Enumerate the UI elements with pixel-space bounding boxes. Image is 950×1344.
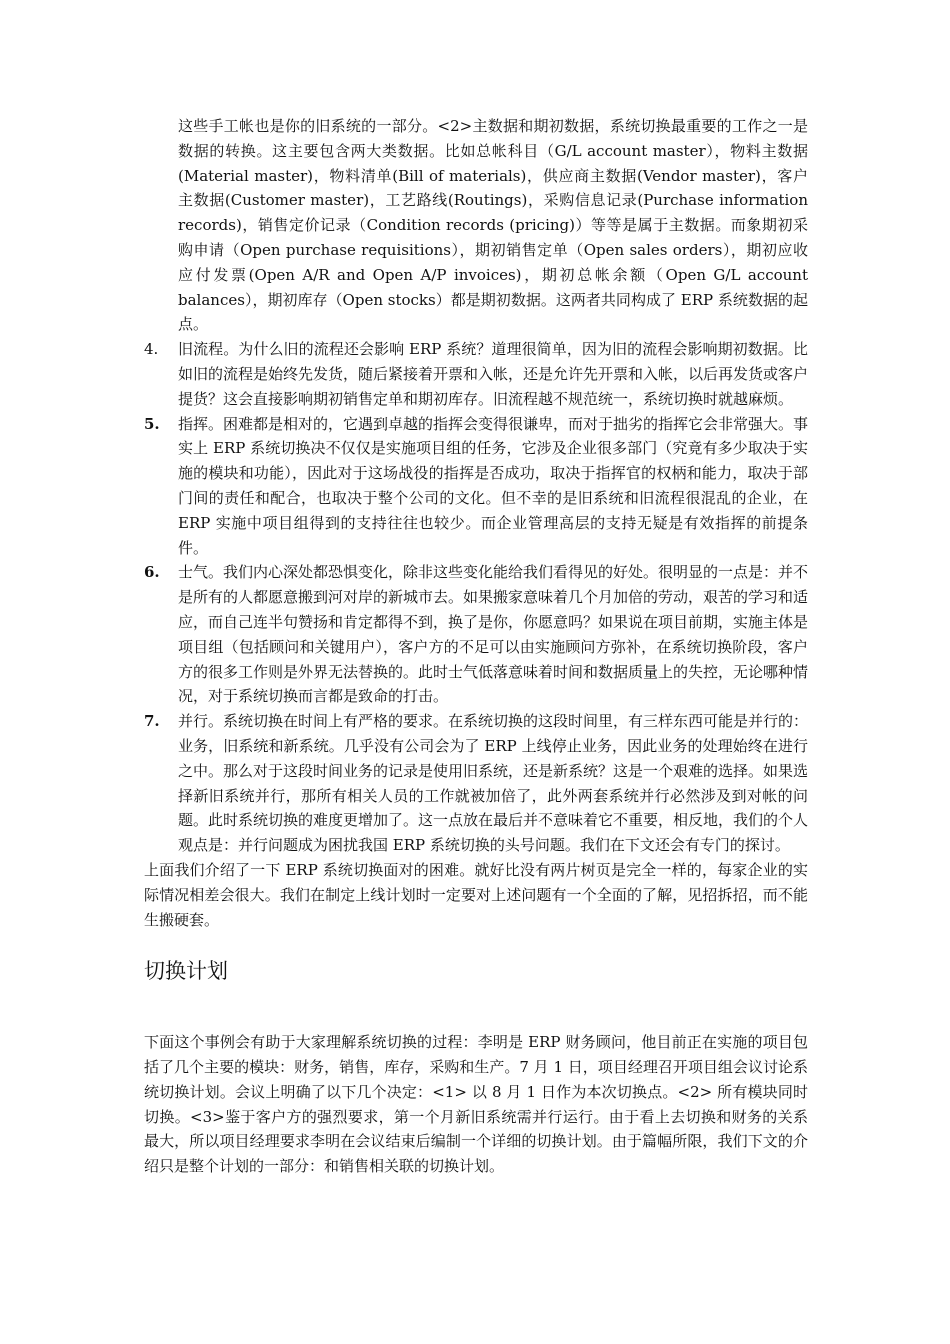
list-item-text: 并行。系统切换在时间上有严格的要求。在系统切换的这段时间里，有三样东西可能是并行的：业务，旧系统和新系统。几乎没有公司会为了 ERP 上线停止业务，因此业务的处理始终在进行之中。那么对于这段时间业务的记录是使用旧系统，还是新系统？这是一个艰难的选择。如果选择新旧系统并行，那所有相关人员的工作就被加倍了，此外两套系统并行必然涉及到对帐的问题。此时系统切换的难度更增加了。这一点放在最后并不意味着它不重要，相反地，我们的个人观点是：并行问题成为困扰我国 ERP 系统切换的头号问题。我们在下文还会有专门的探讨。: [178, 712, 809, 855]
list-item-text: 旧流程。为什么旧的流程还会影响 ERP 系统？道理很简单，因为旧的流程会影响期初数据。比如旧的流程是始终先发货，随后紧接着开票和入帐，还是允许先开票和入帐，以后再发货或客户提货？这会直接影响期初销售定单和期初库存。旧流程越不规范统一，系统切换时就越麻烦。: [178, 340, 809, 408]
list-item: [144, 412, 808, 561]
list-item: [144, 337, 808, 411]
list-item-number: 5.: [144, 414, 160, 433]
list-item-text: 指挥。困难都是相对的，它遇到卓越的指挥会变得很谦卑，而对于拙劣的指挥它会非常强大。事实上 ERP 系统切换决不仅仅是实施项目组的任务，它涉及企业很多部门（究竟有多少取决于实施的模块和功能），因此对于这场战役的指挥是否成功，取决于指挥官的权柄和能力，取决于部门间的责任和配合，也取决于整个公司的文化。但不幸的是旧系统和旧流程很混乱的企业，在 ERP 实施中项目组得到的支持往往也较少。而企业管理高层的支持无疑是有效指挥的前提条件。: [178, 414, 809, 557]
list-item-number: 4.: [144, 340, 159, 359]
list-item: [144, 560, 808, 709]
list-item-text: 士气。我们内心深处都恐惧变化，除非这些变化能给我们看得见的好处。很明显的一点是：并不是所有的人都愿意搬到河对岸的新城市去。如果搬家意味着几个月加倍的劳动，艰苦的学习和适应，而自己连半句赞扬和肯定都得不到，换了是你，你愿意吗？如果说在项目前期，实施主体是项目组（包括顾问和关键用户），客户方的不足可以由实施顾问方弥补，在系统切换阶段，客户方的很多工作则是外界无法替换的。此时士气低落意味着时间和数据质量上的失控，无论哪种情况，对于系统切换而言都是致命的打击。: [178, 563, 809, 706]
intro-paragraph: 下面这个事例会有助于大家理解系统切换的过程：李明是 ERP 财务顾问，他目前正在实施的项目包括了几个主要的模块：财务，销售，库存，采购和生产。7 月 1 日，项目经理召开项目组会议讨论系统切换计划。会议上明确了以下几个决定：<1> 以 8 月 1 日作为本次切换点。<2> 所有模块同时切换。<3>鉴于客户方的强烈要求，第一个月新旧系统需并行运行。由于看上去切换和财务的关系最大，所以项目经理要求李明在会议结束后编制一个详细的切换计划。由于篇幅所限，我们下文的介绍只是整个计划的一部分：和销售相关联的切换计划。: [144, 1033, 808, 1176]
section-heading: 切换计划: [144, 959, 228, 984]
summary-paragraph: 上面我们介绍了一下 ERP 系统切换面对的困难。就好比没有两片树页是完全一样的，每家企业的实际情况相差会很大。我们在制定上线计划时一定要对上述问题有一个全面的了解，见招拆招，而不能生搬硬套。: [144, 860, 808, 929]
list-item-number: 7.: [144, 712, 160, 731]
list-item: [144, 709, 808, 858]
list-item-number: 6.: [144, 563, 160, 582]
continuation-paragraph: 这些手工帐也是你的旧系统的一部分。<2>主数据和期初数据，系统切换最重要的工作之一是数据的转换。这主要包含两大类数据。比如总帐科目（G/L account master），物料主数据(Material master)，物料清单(Bill of materials)，供应商主数据(Vendor master)，客户主数据(Customer master)，工艺路线(Routings)，采购信息记录(Purchase information records)，销售定价记录（Condition records (pricing)）等等是属于主数据。而象期初采购申请（Open purchase requisitions），期初销售定单（Open sales orders），期初应收应付发票(Open A/R and Open A/P invoices)，期初总帐余额（Open G/L account balances），期初库存（Open stocks）都是期初数据。这两者共同构成了 ERP 系统数据的起点。: [178, 117, 808, 334]
document-body: [144, 114, 808, 1179]
